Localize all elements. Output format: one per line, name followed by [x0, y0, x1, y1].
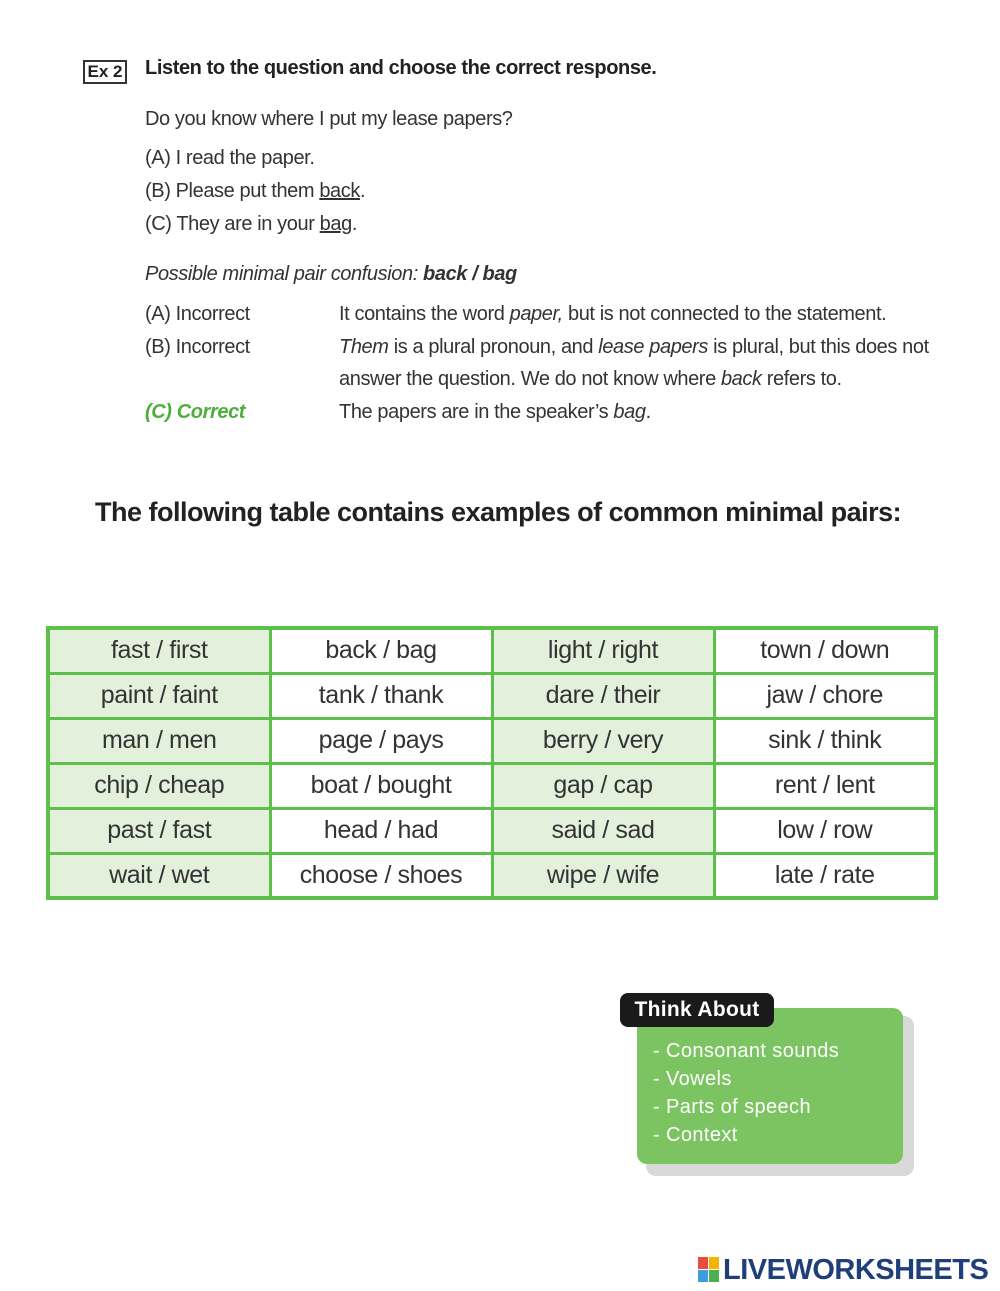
explanation-b-line2-2: refers to.	[761, 368, 842, 390]
explanation-c-text	[339, 401, 651, 424]
explanation-b-text	[339, 336, 929, 359]
brand-name: LIVEWORKSHEETS	[723, 1253, 989, 1286]
explanation-b-label: (B) Incorrect	[145, 336, 250, 358]
explanation-b-word-2: lease papers	[598, 336, 709, 358]
minimal-pairs-table	[46, 626, 938, 900]
table-cell: past / fast	[48, 808, 270, 853]
option-b-underlined-word: back	[319, 180, 360, 202]
list-item: - Parts of speech	[653, 1096, 811, 1118]
option-b	[145, 180, 365, 203]
table-cell: light / right	[492, 628, 714, 673]
liveworksheets-logo-icon	[698, 1257, 720, 1283]
table-cell: back / bag	[270, 628, 492, 673]
table-row	[48, 853, 936, 898]
exercise-title: Listen to the question and choose the correct response.	[145, 57, 657, 79]
explanation-b-line2-word: back	[720, 368, 762, 390]
table-row	[48, 718, 936, 763]
table-cell: choose / shoes	[270, 853, 492, 898]
table-row	[48, 673, 936, 718]
table-cell: fast / first	[48, 628, 270, 673]
table-cell: said / sad	[492, 808, 714, 853]
table-row	[48, 628, 936, 673]
table-heading: The following table contains examples of common minimal pairs:	[95, 497, 902, 527]
table-cell: rent / lent	[714, 763, 936, 808]
explanation-b-text-2: is plural, but this does not	[708, 336, 929, 358]
explanation-c-text-2: .	[645, 401, 651, 423]
question-text: Do you know where I put my lease papers?	[145, 108, 513, 130]
table-cell: dare / their	[492, 673, 714, 718]
think-about-title: Think About	[620, 993, 774, 1027]
table-cell: chip / cheap	[48, 763, 270, 808]
option-b-suffix: .	[359, 180, 366, 202]
list-item: - Consonant sounds	[653, 1040, 840, 1062]
table-row	[48, 763, 936, 808]
table-cell: head / had	[270, 808, 492, 853]
table-row	[48, 808, 936, 853]
confusion-note	[145, 263, 517, 286]
table-cell: paint / faint	[48, 673, 270, 718]
explanation-a-word: paper,	[509, 303, 563, 325]
option-c-suffix: .	[351, 213, 357, 235]
think-about-list	[653, 1037, 839, 1149]
confusion-label: Possible minimal pair confusion:	[145, 263, 424, 285]
table-cell: sink / think	[714, 718, 936, 763]
explanation-a-text-2: but is not connected to the statement.	[562, 303, 887, 325]
brand-footer[interactable]	[698, 1254, 988, 1286]
table-cell: low / row	[714, 808, 936, 853]
explanation-a-text-1: It contains the word	[339, 303, 510, 325]
confusion-pair: back / bag	[423, 263, 517, 285]
option-c	[145, 213, 357, 236]
table-cell: town / down	[714, 628, 936, 673]
explanation-b-word-1: Them	[339, 336, 389, 358]
explanation-b-line2-1: answer the question. We do not know where	[339, 368, 721, 390]
table-cell: berry / very	[492, 718, 714, 763]
table-cell: tank / thank	[270, 673, 492, 718]
explanation-c-label: (C) Correct	[145, 401, 246, 423]
explanation-c-text-1: The papers are in the speaker’s	[339, 401, 614, 423]
explanation-a-text	[339, 303, 886, 326]
explanation-b-text-line2	[339, 368, 842, 391]
explanation-c-word: bag	[613, 401, 646, 423]
list-item: - Vowels	[653, 1068, 732, 1090]
table-cell: man / men	[48, 718, 270, 763]
table-cell: late / rate	[714, 853, 936, 898]
table-cell: gap / cap	[492, 763, 714, 808]
explanation-a-label: (A) Incorrect	[145, 303, 250, 325]
option-b-prefix: (B) Please put them	[145, 180, 320, 202]
list-item: - Context	[653, 1124, 738, 1146]
option-c-underlined-word: bag	[319, 213, 352, 235]
option-a: (A) I read the paper.	[145, 147, 315, 169]
table-cell: wait / wet	[48, 853, 270, 898]
table-cell: wipe / wife	[492, 853, 714, 898]
exercise-number-tag: Ex 2	[83, 60, 127, 84]
option-c-prefix: (C) They are in your	[145, 213, 320, 235]
table-cell: jaw / chore	[714, 673, 936, 718]
table-cell: page / pays	[270, 718, 492, 763]
explanation-b-text-1: is a plural pronoun, and	[388, 336, 599, 358]
table-cell: boat / bought	[270, 763, 492, 808]
